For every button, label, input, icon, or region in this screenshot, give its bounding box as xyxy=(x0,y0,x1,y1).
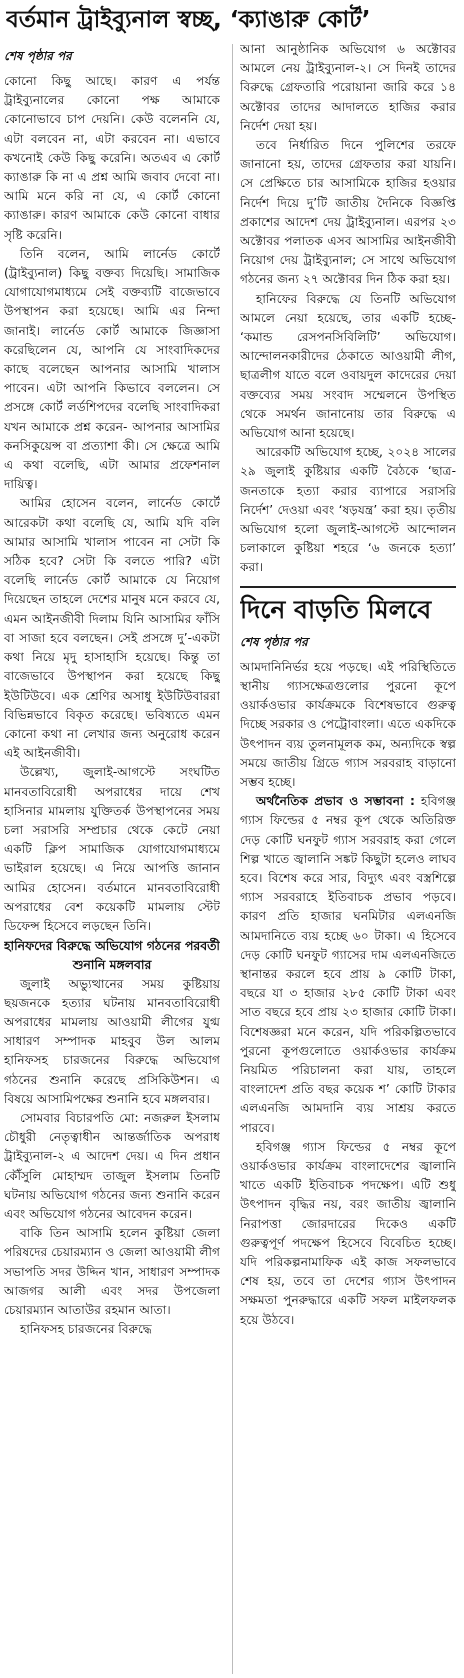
paragraph: হানিফের বিরুদ্ধে যে তিনটি অভিযোগ আমলে নেয়া হয়েছে, তার একটি হচ্ছে- ‘কমান্ড রেসপনসিবিলিটি’ অভিযোগ। আন্দোলনকারীদের ঠেকাতে আওয়ামী লীগ, ছাত্রলীগ যাতে বলে ওবায়দুল কাদেরের দেয়া বক্তব্যের সময় সংবাদ সম্মেলনে উপস্থিত থেকে সমর্থন জানানোয় তার বিরুদ্ধে এ অভিযোগ আনা হয়েছে। xyxy=(240,291,456,441)
continued-from-kicker: শেষ পৃষ্ঠার পর xyxy=(240,634,308,649)
paragraph: তবে নির্ধারিত দিনে পুলিশের তরফে জানানো হয়, তাদের গ্রেফতার করা যায়নি। সে প্রেক্ষিতে চার আসামিকে হাজির হওয়ার নির্দেশ দিয়ে দু’টি জাতীয় দৈনিকে বিজ্ঞপ্তি প্রকাশের আদেশ দেয় ট্রাইব্যুনাল। এরপর ২৩ অক্টোবর পলাতক এসব আসামির আইনজীবী নিয়োগ দেয় ট্রাইব্যুনাল; সে সাথে অভিযোগ গঠনের জন্য ২৭ অক্টোবর দিন ঠিক করা হয়। xyxy=(240,138,456,287)
subheading: হানিফদের বিরুদ্ধে অভিযোগ গঠনের পরবর্তী শুনানি মঙ্গলবার xyxy=(4,938,220,973)
paragraph: জুলাই অভ্যুত্থানের সময় কুষ্টিয়ায় ছয়জনকে হত্যার ঘটনায় মানবতাবিরোধী অপরাধের মামলায় আওয়ামী লীগের যুগ্ম সাধারণ সম্পাদক মাহবুব উল আলম হানিফসহ চারজনের বিরুদ্ধে অভিযোগ গঠনের শুনানি করেছে প্রসিকিউশন। এ বিষয়ে আসামিপক্ষের শুনানি হবে মঙ্গলবার। xyxy=(4,976,220,1106)
paragraph: হবিগঞ্জ গ্যাস ফিল্ডের ৫ নম্বর কূপে ওয়ার্কওভার কার্যক্রম বাংলাদেশের জ্বালানি খাতে একটি ইতিবাচক পদক্ষেপ। এটি শুধু উৎপাদন বৃদ্ধির নয়, বরং জাতীয় জ্বালানি নিরাপত্তা জোরদারের দিকেও একটি গুরুত্বপূর্ণ পদক্ষেপ হিসেবে বিবেচিত হচ্ছে। যদি পরিকল্পনামাফিক এই কাজ সফলভাবে শেষ হয়, তবে তা দেশের গ্যাস উৎপাদন সক্ষমতা পুনরুদ্ধারে একটি সফল মাইলফলক হয়ে উঠবে। xyxy=(240,1139,456,1327)
paragraph-text: হবিগঞ্জ গ্যাস ফিল্ডের ৫ নম্বর কূপ থেকে অতিরিক্ত দেড় কোটি ঘনফুট গ্যাস সরবরাহ করা গেলে শিল্প খাতে জ্বালানি সঙ্কট কিছুটা হলেও লাঘব হবে। বিশেষ করে সার, বিদ্যুৎ এবং বস্ত্রশিল্পে গ্যাস সরবরাহে ইতিবাচক প্রভাব পড়বে। কারণ প্রতি হাজার ঘনমিটার এলএনজি আমদানিতে ব্যয় হচ্ছে ৬০ টাকা। এ হিসেবে দেড় কোটি ঘনফুট গ্যাসের দাম এলএনজিতে স্থানান্তর করলে হবে প্রায় ৯ কোটি টাকা, বছরে যা ৩ হাজার ২৮৫ কোটি টাকা এবং সাত বছরে হবে প্রায় ২৩ হাজার কোটি টাকা। বিশেষজ্ঞরা মনে করেন, যদি পরিকল্পিতভাবে পুরনো কূপগুলোতে ওয়ার্কওভার কার্যক্রম নিয়মিত পরিচালনা করা যায়, তাহলে বাংলাদেশ প্রতি বছর কয়েক শ’ কোটি টাকার এলএনজি আমদানি ব্যয় সাশ্রয় করতে পারবে। xyxy=(240,794,456,1135)
paragraph: সোমবার বিচারপতি মো: নজরুল ইসলাম চৌধুরী নেতৃত্বাধীন আন্তর্জাতিক অপরাধ ট্রাইব্যুনাল-২ এ আদেশ দেয়। এ দিন প্রধান কৌঁসুলি মোহাম্মদ তাজুল ইসলাম তিনটি ঘটনায় অভিযোগ গঠনের জন্য শুনানি করেন এবং অভিযোগ গঠনের আবেদন করেন। xyxy=(4,1110,220,1221)
paragraph: আমির হোসেন বলেন, লার্নেড কোর্টে আরেকটা কথা বলেছি যে, আমি যদি বলি আমার আসামি খালাস পাবেন না সেটা কি সঠিক হবে? সেটা কি বলতে পারি? এটা বলেছি লার্নেড কোর্ট আমাকে যে নিয়োগ দিয়েছেন তাহলে দেশের মানুষ মনে করবে যে, এমন আইনজীবী দিলাম যিনি আসামির ফাঁসি বা সাজা হবে বলছেন। সেই প্রসঙ্গে দু’-একটা কথা নিয়ে মৃদু হাসাহাসি হয়েছে। কিন্তু তা বাজেভাবে উপস্থাপন করা হয়েছে কিছু ইউটিউবে। এক শ্রেণির অসাধু ইউটিউবাররা বিভিন্নভাবে বিকৃত করেছে। ভবিষ্যতে এমন কোনো কথা না লেখার জন্য অনুরোধ করেন এই আইনজীবী। xyxy=(4,496,220,761)
continued-from-kicker: শেষ পৃষ্ঠার পর xyxy=(4,49,72,63)
article-column-left xyxy=(4,44,220,1674)
article-column-right xyxy=(240,40,456,1670)
paragraph: তিনি বলেন, আমি লার্নেড কোর্টে (ট্রাইব্যুনাল) কিছু বক্তব্য দিয়েছি। সামাজিক যোগাযোগমাধ্যমে সেই বক্তব্যটি বাজেভাবে উপস্থাপন করা হয়েছে। আমি এর নিন্দা জানাই। লার্নেড কোর্ট আমাকে জিজ্ঞাসা করেছিলেন যে, আপনি যে সাংবাদিকদের কাছে বলেছেন আপনার আসামি খালাস পাবেন। এটা আপনি কিভাবে বললেন। সে প্রসঙ্গে কোর্ট লর্ডশিপদের বলেছি সাংবাদিকরা যখন আমাকে প্রশ্ন করেন- আপনার আসামির কনসিকুয়েন্স বা প্রত্যাশা কী। সে ক্ষেত্রে আমি এ কথা বলেছি, এটা আমার প্রফেশনাল দায়িত্ব। xyxy=(4,246,220,492)
bold-lead: অর্থনৈতিক প্রভাব ও সম্ভাবনা : xyxy=(256,794,415,809)
paragraph: হানিফসহ চারজনের বিরুদ্ধে xyxy=(20,1322,152,1337)
paragraph: কোনো কিছু আছে। কারণ এ পর্যন্ত ট্রাইব্যুনালের কোনো পক্ষ আমাকে কোনোভাবে চাপ দেয়নি। কেউ বলেননি যে, এটা বলবেন না, এটা করবেন না। এভাবে কখনোই কেউ কিছু করেনি। অতএব এ কোর্ট ক্যাঙারু কি না এ প্রশ্ন আমি জবাব দেবো না। আমি মনে করি না যে, এ কোর্ট কোনো ক্যাঙারু। কারণ আমাকে কেউ কোনো বাধার সৃষ্টি করেনি। xyxy=(4,74,220,242)
headline-main: বর্তমান ট্রাইব্যুনাল স্বচ্ছ, ‘ক্যাঙারু কোর্ট’ xyxy=(6,7,371,33)
paragraph: আরেকটি অভিযোগ হচ্ছে, ২০২৪ সালের ২৯ জুলাই কুষ্টিয়ার একটি বৈঠকে ‘ছাত্র-জনতাকে হত্যা করার ব্যাপারে সরাসরি নির্দেশ’ দেওয়া এবং ‘ষড়যন্ত্র’ করা হয়। তৃতীয় অভিযোগ হলো জুলাই-আগস্টে আন্দোলন চলাকালে কুষ্টিয়া শহরে ‘৬ জনকে হত্যা’ করা। xyxy=(240,445,456,575)
paragraph: উল্লেখ্য, জুলাই-আগস্টে সংঘটিত মানবতাবিরোধী অপরাধের দায়ে শেখ হাসিনার মামলায় যুক্তিতর্ক উপস্থাপনের সময় চলা সরাসরি সম্প্রচার থেকে কেটে নেয়া একটি ক্লিপ সামাজিক যোগাযোগমাধ্যমে ভাইরাল হয়েছে। এ নিয়ে আপত্তি জানান আমির হোসেন। বর্তমানে মানবতাবিরোধী অপরাধের বেশ কয়েকটি মামলায় স্টেট ডিফেন্স হিসেবে লড়ছেন তিনি। xyxy=(4,765,220,933)
column-divider xyxy=(232,44,233,1674)
headline-second-story: দিনে বাড়তি মিলবে xyxy=(240,586,456,630)
paragraph: আনা আনুষ্ঠানিক অভিযোগ ৬ অক্টোবর আমলে নেয় ট্রাইব্যুনাল-২। সে দিনই তাদের বিরুদ্ধে গ্রেফতারি পরোয়ানা জারি করে ১৪ অক্টোবর তাদের আদালতে হাজির করার নির্দেশ দেয়া হয়। xyxy=(240,42,456,133)
paragraph xyxy=(240,792,456,1138)
paragraph: আমদানিনির্ভর হয়ে পড়ছে। এই পরিস্থিতিতে স্থানীয় গ্যাসক্ষেত্রগুলোর পুরনো কূপে ওয়ার্কওভার কার্যক্রমকে বিশেষভাবে গুরুত্ব দিচ্ছে সরকার ও পেট্রোবাংলা। এতে একদিকে উৎপাদন ব্যয় তুলনামূলক কম, অন্যদিকে স্বল্প সময়ে জাতীয় গ্রিডে গ্যাস সরবরাহ বাড়ানো সম্ভব হচ্ছে। xyxy=(240,659,456,789)
paragraph: বাকি তিন আসামি হলেন কুষ্টিয়া জেলা পরিষদের চেয়ারম্যান ও জেলা আওয়ামী লীগ সভাপতি সদর উদ্দিন খান, সাধারণ সম্পাদক আজগর আলী এবং সদর উপজেলা চেয়ারম্যান আতাউর রহমান আতা। xyxy=(4,1226,220,1317)
